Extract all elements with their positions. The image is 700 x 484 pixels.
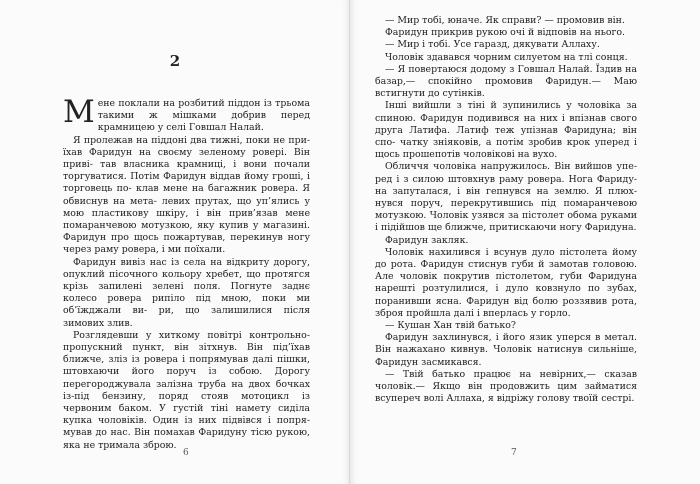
paragraph: — Мир тобі, юначе. Як справи? — промовив він. bbox=[385, 15, 625, 26]
chapter-number: 2 bbox=[169, 52, 181, 70]
paragraph: Фаридун прикрив рукою очі й відповів на нього. bbox=[385, 27, 626, 39]
right-page-text bbox=[375, 15, 637, 406]
paragraph: Інші вийшли з тіні й зупинились у чоловіка за спиною. Фаридун подивився на них і впізнав свого друга Латифа. Латиф теж упізнав Фаридуна; він спо- чатку зніяковів, а потім зробив крок уперед і щось прошепотів чоловікові на вухо. bbox=[375, 100, 637, 161]
page-number-right: 7 bbox=[511, 448, 517, 458]
paragraph: Обличчя чоловіка напружилось. Він вийшов упе- ред і з силою штовхнув раму ровера. Нога Фариду- на запуталася, і він гепнувся на землю. Я плюх- нувся поруч, перекрутившись під помаранчевою мотузкою. Чоловік узявся за пістолет обома руками і підійшов ще ближче, притискаючи ногу Фаридуна. bbox=[375, 161, 637, 234]
right-page bbox=[351, 0, 700, 484]
paragraph: — Твій батько працює на невірних,— сказав чоловік.— Якщо він продовжить цим займатися всупереч волі Аллаха, я відріжу голову твоїй сестрі. bbox=[375, 368, 637, 405]
paragraph: Фаридун захлинувся, і його язик уперся в метал. Він нажахано кивнув. Чоловік натиснув сильніше, Фаридун засмикався. bbox=[375, 332, 637, 368]
paragraph: — Мир і тобі. Усе гаразд, дякувати Аллаху. bbox=[385, 39, 600, 51]
paragraph: Чоловік нахилився і всунув дуло пістолета йому до рота. Фаридун стиснув губи й замотав головою. Але чоловік покрутив пістолетом, губи Фаридуна нарешті розтулилися, і дуло ковзнуло по зубах, поранивши ясна. Фаридун від болю роззявив рота, зброя пройшла далі і вперлась у горло. bbox=[375, 246, 637, 319]
paragraph: Фаридун закляк. bbox=[385, 234, 469, 246]
paragraph: Фаридун вивіз нас із села на відкриту дорогу, опуклий пісочного кольору хребет, що протягся крізь запилені зелені поля. Погнуте заднє колесо ровера рипіло під мною, поки ми об’їжджали ви- ри, що залишилися після зимових злив. bbox=[63, 256, 310, 329]
page-number-left: 6 bbox=[183, 448, 189, 458]
left-page-text bbox=[63, 94, 310, 452]
paragraph: Чоловік здавався чорним силуетом на тлі сонця. bbox=[385, 51, 628, 63]
first-paragraph bbox=[63, 94, 310, 135]
paragraph: — Я повертаюся додому з Говшал Налай. Їздив на базар,— спокійно промовив Фаридун.— Маю встигнути до сутінків. bbox=[375, 63, 637, 100]
drop-cap: М bbox=[63, 94, 95, 130]
paragraph: Я пролежав на піддоні два тижні, поки не при- їхав Фаридун на своєму зеленому ровері. Він привi- тав власника крамниці, і вони почали торгуватися. Потім Фаридун віддав йому гроші, і торговець по- клав мене на багажник ровера. Я обвиснув на мета- левих прутах, що уп’ялись у мою пластикову шкіру, і він прив’язав мене помаранчевою мотузкою, яку купив у магазині. Фаридун про щось пожартував, перекинув ногу через раму ровера, і ми поїхали. bbox=[63, 134, 310, 256]
first-paragraph-text: ене поклали на розбитий піддон із трьома такими ж мішками добрив перед крамницею у селі Говшал Налай. bbox=[97, 98, 310, 134]
paragraph: Розглядевши у хиткому повітрі контрольно- пропускний пункт, він зітхнув. Він під’їхав ближче, зліз із ровера і попрямував далі пішки, штовхаючи його поруч із собою. Дорогу перегороджувала залізна труба на двох бочках із-під бензину, поряд стояв мотоцикл із червоним баком. У густій тіні намету сиділа купка чоловіків. Один із них підвівся і попря- мував до нас. Він помахав Фаридуну тісю рукою, яка не тримала зброю. bbox=[63, 329, 310, 451]
paragraph: — Кушан Хан твій батько? bbox=[385, 320, 516, 332]
